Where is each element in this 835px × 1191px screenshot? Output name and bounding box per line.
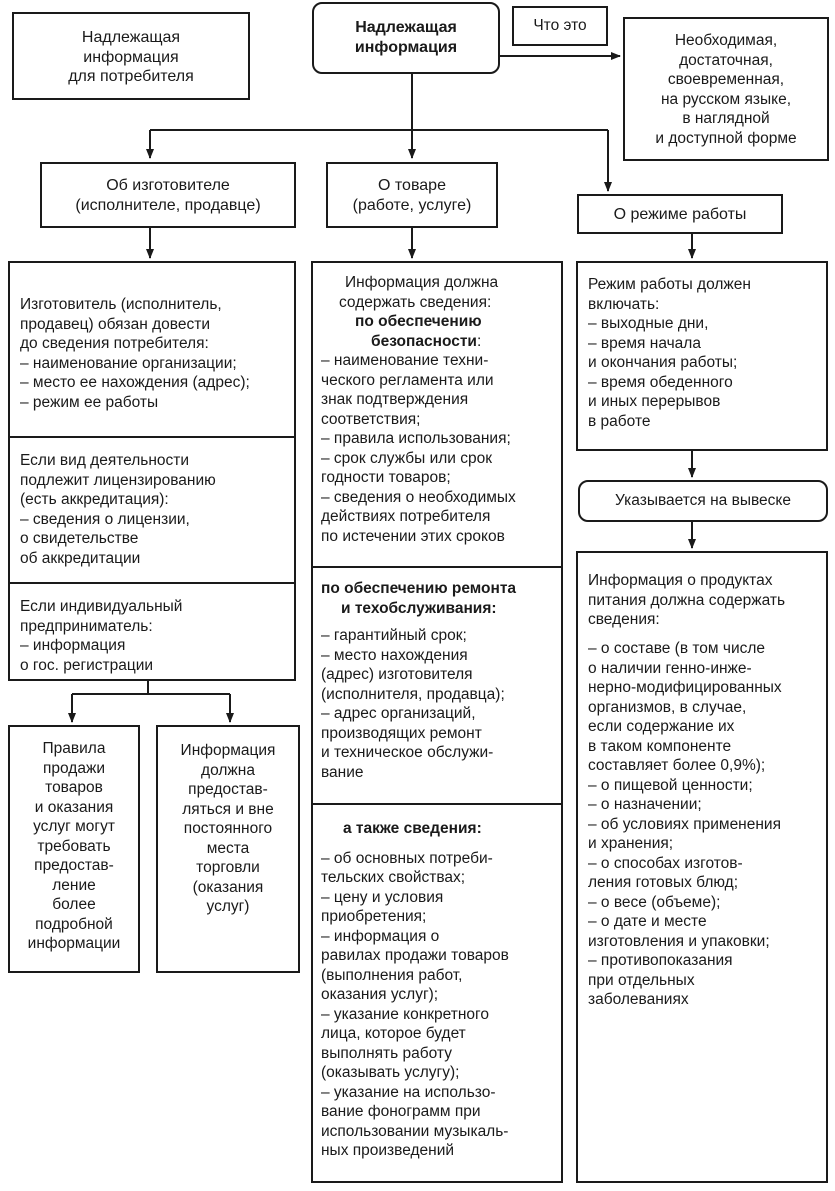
food-item: – о дате и месте — [588, 913, 707, 930]
food-item: – о пищевой ценности; — [588, 776, 753, 794]
product-repair-item: производящих ремонт — [321, 724, 482, 742]
maker-obligation-line: – место ее нахождения (адрес); — [20, 374, 250, 391]
definition-line: Необходимая, — [674, 32, 778, 49]
product-safety-intro: Информация должна — [345, 274, 499, 291]
food-item: заболеваниях — [588, 991, 689, 1008]
product-safety-title: по обеспечению — [355, 313, 482, 330]
rules-line: ление — [52, 876, 96, 894]
product-also-item: вание фонограмм при — [321, 1103, 481, 1120]
about-product-header-line: (работе, услуге) — [352, 196, 472, 214]
title-line: информация — [354, 38, 458, 56]
rules-line: более — [52, 896, 96, 913]
maker-license-line: подлежит лицензированию — [20, 471, 216, 489]
product-also-item: лица, которое будет — [321, 1025, 466, 1042]
maker-obligation-line: до сведения потребителя: — [20, 335, 209, 352]
rules-line: и оказания — [34, 798, 114, 816]
maker-obligation-line: Изготовитель (исполнитель, — [20, 296, 222, 313]
outside-line: торговли — [196, 859, 260, 876]
product-also-item: – указание на использо- — [321, 1083, 496, 1101]
outside-line: предостав- — [188, 781, 268, 798]
work-mode-include-line: в работе — [588, 412, 651, 430]
maker-license-line: – сведения о лицензии, — [20, 510, 190, 528]
definition-line: в наглядной — [682, 110, 770, 127]
maker-divider — [10, 582, 294, 584]
maker-individual-line: предприниматель: — [20, 617, 153, 635]
product-also-item: (выполнения работ, — [321, 966, 463, 984]
food-item: – о составе (в том числе — [588, 640, 766, 657]
what-is-label: Что это — [533, 17, 587, 34]
rules-line: продажи — [43, 759, 105, 777]
maker-individual-section — [10, 591, 294, 681]
maker-license-line: об аккредитации — [20, 549, 141, 567]
food-info-box — [576, 551, 828, 1183]
food-item: о наличии генно-инже- — [588, 659, 752, 677]
product-safety-item: знак подтверждения — [321, 391, 469, 408]
maker-obligation-line: – режим ее работы — [20, 393, 159, 411]
food-item: – противопоказания — [588, 952, 733, 969]
food-item: ления готовых блюд; — [588, 874, 739, 891]
work-mode-include-box — [576, 261, 828, 451]
product-safety-item: действиях потребителя — [321, 508, 491, 525]
product-also-item: (оказывать услугу); — [321, 1064, 460, 1081]
definition-line: своевременная, — [667, 71, 785, 88]
food-item: нерно-модифицированных — [588, 679, 782, 696]
product-also-item: оказания услуг); — [321, 986, 439, 1003]
product-divider — [313, 803, 561, 805]
outside-box — [156, 725, 300, 973]
food-item: изготовления и упаковки; — [588, 932, 770, 950]
product-also-item: выполнять работу — [321, 1044, 452, 1062]
product-safety-item: годности товаров; — [321, 469, 451, 486]
food-item: – о способах изготов- — [588, 854, 743, 872]
product-repair-item: – гарантийный срок; — [321, 627, 467, 644]
maker-license-line: (есть аккредитация): — [20, 491, 169, 508]
product-repair-title: и техобслуживания: — [341, 599, 497, 617]
outside-line: ляться и вне — [182, 800, 274, 818]
about-maker-header-line: (исполнителе, продавце) — [75, 196, 261, 214]
signboard-box — [578, 480, 828, 522]
outside-line: Информация — [180, 742, 276, 759]
product-also-item: приобретения; — [321, 908, 427, 925]
food-intro-line: Информация о продуктах — [588, 572, 773, 589]
product-repair-title: по обеспечению ремонта — [321, 580, 517, 597]
product-safety-item: – наименование техни- — [321, 352, 489, 369]
outside-line: услуг) — [206, 898, 250, 915]
food-item: – об условиях применения — [588, 815, 781, 833]
work-mode-include-line: Режим работы должен — [588, 276, 751, 293]
food-intro-section — [578, 565, 826, 636]
work-mode-include-line: – время обеденного — [588, 373, 733, 391]
food-intro-line: питания должна содержать — [588, 591, 786, 609]
food-item: организмов, в случае, — [588, 698, 747, 716]
product-also-item: – информация о — [321, 927, 440, 945]
product-safety-item: соответствия; — [321, 410, 421, 428]
for-consumer-box — [12, 12, 250, 100]
work-mode-include-line: – выходные дни, — [588, 315, 709, 332]
product-safety-item: – правила использования; — [321, 430, 511, 447]
food-item: при отдельных — [588, 971, 695, 989]
rules-line: предостав- — [34, 857, 114, 874]
product-repair-item: и техническое обслужи- — [321, 744, 494, 761]
definition-box — [623, 17, 829, 161]
food-intro-line: сведения: — [588, 611, 660, 628]
outside-line: должна — [201, 761, 255, 779]
product-safety-intro: содержать сведения: — [339, 293, 492, 311]
maker-license-line: Если вид деятельности — [20, 452, 190, 469]
product-also-item: – об основных потреби- — [321, 849, 493, 867]
maker-info-box — [8, 261, 296, 681]
food-item: составляет более 0,9%); — [588, 757, 766, 774]
product-safety-title-line — [321, 332, 551, 352]
maker-divider — [10, 436, 294, 438]
for-consumer-line: информация — [83, 48, 179, 66]
maker-obligation-line: продавец) обязан довести — [20, 315, 210, 333]
maker-individual-line: Если индивидуальный — [20, 598, 183, 615]
for-consumer-line: для потребителя — [68, 68, 194, 85]
about-maker-header — [40, 162, 296, 228]
outside-line: постоянного — [183, 820, 273, 837]
work-mode-header-label: О режиме работы — [613, 206, 747, 223]
product-safety-item: по истечении этих сроков — [321, 527, 505, 545]
product-repair-item: – адрес организаций, — [321, 705, 476, 722]
maker-individual-line: о гос. регистрации — [20, 656, 154, 674]
about-maker-header-line: Об изготовителе — [106, 177, 230, 194]
rules-line: товаров — [45, 779, 103, 796]
maker-license-section — [10, 445, 294, 574]
product-also-item: тельских свойствах; — [321, 869, 466, 886]
food-item: – о назначении; — [588, 796, 702, 813]
work-mode-include-line: и иных перерывов — [588, 393, 721, 410]
about-product-header-line: О товаре — [378, 177, 446, 194]
about-product-header — [326, 162, 498, 228]
rules-line: услуг могут — [33, 818, 115, 835]
work-mode-include-line: включать: — [588, 295, 660, 313]
product-also-item: ных произведений — [321, 1142, 455, 1159]
product-also-item: использовании музыкаль- — [321, 1122, 509, 1140]
signboard-label: Указывается на вывеске — [615, 492, 791, 509]
outside-line: места — [206, 839, 250, 857]
product-repair-section — [313, 573, 561, 788]
product-also-item: равилах продажи товаров — [321, 947, 509, 964]
title-box — [312, 2, 500, 74]
product-safety-item: – срок службы или срок — [321, 449, 493, 467]
rules-box — [8, 725, 140, 973]
product-divider — [313, 566, 561, 568]
product-safety-item: ческого регламента или — [321, 371, 494, 389]
definition-line: и доступной форме — [655, 129, 797, 147]
rules-line: подробной — [35, 915, 113, 933]
food-items-section — [578, 633, 826, 1016]
product-also-title: а также сведения: — [343, 820, 482, 837]
product-also-section — [313, 813, 561, 1167]
rules-line: информации — [27, 935, 121, 952]
rules-line: Правила — [42, 740, 106, 757]
food-item: и хранения; — [588, 835, 674, 852]
work-mode-include-line: – время начала — [588, 334, 701, 352]
maker-license-line: о свидетельстве — [20, 530, 139, 547]
food-item: если содержание их — [588, 718, 735, 735]
product-safety-item: – сведения о необходимых — [321, 488, 516, 506]
product-safety-section — [313, 267, 561, 552]
rules-line: требовать — [37, 837, 111, 855]
maker-obligation-section — [10, 289, 294, 418]
product-info-box — [311, 261, 563, 1183]
product-safety-title-word: безопасности — [371, 332, 477, 350]
title-line: Надлежащая — [355, 19, 457, 36]
product-also-item: – указание конкретного — [321, 1005, 489, 1023]
work-mode-header — [577, 194, 783, 234]
product-also-item: – цену и условия — [321, 888, 444, 906]
maker-individual-line: – информация — [20, 637, 126, 654]
what-is-box — [512, 6, 608, 46]
work-mode-include-line: и окончания работы; — [588, 354, 738, 371]
outside-line: (оказания — [192, 878, 264, 896]
product-repair-item: (адрес) изготовителя — [321, 666, 473, 683]
for-consumer-line: Надлежащая — [81, 29, 181, 46]
product-repair-item: (исполнителя, продавца); — [321, 685, 505, 703]
definition-line: достаточная, — [679, 51, 773, 69]
food-item: в таком компоненте — [588, 737, 732, 755]
maker-obligation-line: – наименование организации; — [20, 354, 237, 372]
food-item: – о весе (объеме); — [588, 893, 721, 911]
product-repair-item: вание — [321, 763, 364, 781]
product-safety-colon: : — [476, 332, 482, 350]
definition-line: на русском языке, — [660, 90, 792, 108]
product-repair-item: – место нахождения — [321, 646, 468, 664]
